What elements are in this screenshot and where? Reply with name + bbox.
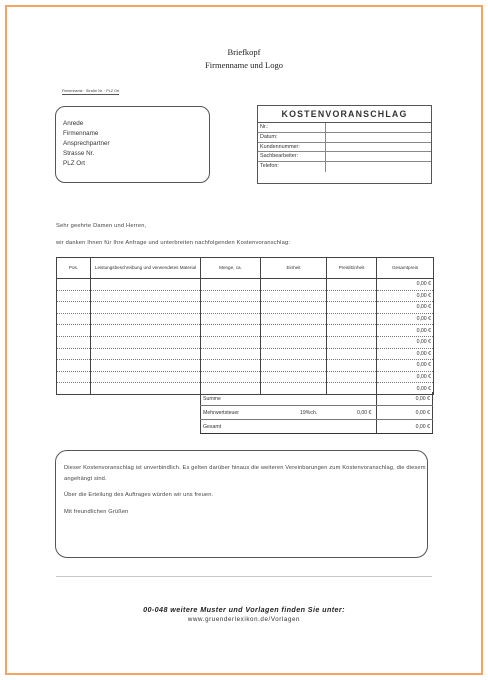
cell-unit[interactable] — [261, 325, 327, 337]
sum-value: 0,00 € — [376, 392, 433, 405]
cell-description[interactable] — [91, 371, 201, 383]
letterhead-line-1: Briefkopf — [227, 47, 261, 57]
cell-unit[interactable] — [261, 348, 327, 360]
cell-pos[interactable] — [57, 313, 91, 325]
quote-field-customer-number — [258, 143, 431, 153]
table-row — [57, 371, 434, 383]
cell-quantity[interactable] — [201, 360, 261, 372]
cell-total: 0,00 € — [377, 360, 434, 372]
cell-pos[interactable] — [57, 290, 91, 302]
cell-quantity[interactable] — [201, 290, 261, 302]
header-unit: Einheit — [261, 258, 327, 279]
tax-rate: 19%ch. — [300, 410, 318, 416]
cell-quantity[interactable] — [201, 302, 261, 314]
footer-notice: 00-048 weitere Muster und Vorlagen finden Sie unter: — [143, 605, 345, 614]
tax-label: Mehrwertsteuer — [203, 410, 240, 416]
quote-title: KOSTENVORANSCHLAG — [258, 106, 431, 123]
cell-total: 0,00 € — [377, 348, 434, 360]
cell-unit-price[interactable] — [327, 360, 377, 372]
cell-quantity[interactable] — [201, 313, 261, 325]
table-row — [57, 302, 434, 314]
cell-unit-price[interactable] — [327, 279, 377, 291]
cell-total: 0,00 € — [377, 371, 434, 383]
tax-value: 0,00 € — [376, 406, 433, 419]
cell-unit[interactable] — [261, 371, 327, 383]
header-description: Leistungsbeschreibung und verwendetes Material — [91, 258, 201, 279]
header-position: Pos. — [57, 258, 91, 279]
closing-paragraph-order: Über die Erteilung des Auftrages würden wir uns freuen. — [64, 492, 214, 498]
cell-pos[interactable] — [57, 383, 91, 395]
cell-unit-price[interactable] — [327, 348, 377, 360]
table-header-row — [57, 258, 434, 279]
items-table — [56, 257, 434, 395]
header-total: Gesamtpreis — [377, 258, 434, 279]
sum-label: Summe — [200, 392, 376, 405]
table-row — [57, 279, 434, 291]
tax-row — [200, 406, 433, 420]
letterhead-line-2: Firmenname und Logo — [205, 60, 283, 70]
cell-unit[interactable] — [261, 313, 327, 325]
cell-pos[interactable] — [57, 325, 91, 337]
cell-quantity[interactable] — [201, 336, 261, 348]
cell-pos[interactable] — [57, 336, 91, 348]
sum-row — [200, 392, 433, 406]
cell-total: 0,00 € — [377, 383, 434, 395]
table-row — [57, 325, 434, 337]
quote-field-label: Datum: — [258, 133, 326, 142]
quote-field-label: Kundennummer: — [258, 143, 326, 152]
cell-unit-price[interactable] — [327, 336, 377, 348]
cell-description[interactable] — [91, 383, 201, 395]
closing-paragraph-terms: Dieser Kostenvoranschlag ist unverbindlich. Es gelten darüber hinaus die weiteren Vereinbarungen zum Kostenvoranschlag, die diesem angehängt sind. — [64, 465, 426, 482]
closing-text — [64, 463, 427, 523]
footer-link[interactable]: www.gruenderlexikon.de/Vorlagen — [187, 616, 301, 623]
cell-description[interactable] — [91, 336, 201, 348]
cell-pos[interactable] — [57, 348, 91, 360]
table-row — [57, 290, 434, 302]
cell-unit-price[interactable] — [327, 302, 377, 314]
cell-unit-price[interactable] — [327, 371, 377, 383]
cell-total: 0,00 € — [377, 302, 434, 314]
table-row — [57, 336, 434, 348]
recipient-address-box — [55, 106, 210, 183]
address-line-city: PLZ Ort — [63, 160, 86, 167]
cell-quantity[interactable] — [201, 325, 261, 337]
quote-info-box — [257, 105, 432, 184]
sender-line: Firmenname · Straße Nr. · PLZ Ort — [62, 89, 120, 93]
cell-description[interactable] — [91, 325, 201, 337]
quote-field-label: Nr.: — [258, 123, 326, 132]
header-unit-price: Preis/Einheit — [327, 258, 377, 279]
cell-unit[interactable] — [261, 336, 327, 348]
table-row — [57, 313, 434, 325]
total-row — [200, 420, 433, 434]
cell-total: 0,00 € — [377, 336, 434, 348]
footer-divider — [56, 576, 432, 577]
cell-total: 0,00 € — [377, 290, 434, 302]
cell-unit[interactable] — [261, 302, 327, 314]
recipient-address — [63, 119, 110, 169]
quote-field-date — [258, 133, 431, 143]
cell-unit[interactable] — [261, 290, 327, 302]
quote-field-clerk — [258, 152, 431, 162]
cell-description[interactable] — [91, 302, 201, 314]
cell-total: 0,00 € — [377, 325, 434, 337]
closing-paragraph-regards: Mit freundlichen Grüßen — [64, 508, 129, 515]
cell-unit-price[interactable] — [327, 325, 377, 337]
cell-description[interactable] — [91, 279, 201, 291]
total-label: Gesamt — [200, 420, 376, 433]
total-value: 0,00 € — [376, 420, 433, 433]
address-line-contact: Ansprechpartner — [63, 140, 110, 147]
cell-unit[interactable] — [261, 360, 327, 372]
header-quantity: Menge, ca. — [201, 258, 261, 279]
cell-unit-price[interactable] — [327, 313, 377, 325]
cell-pos[interactable] — [57, 302, 91, 314]
cell-unit-price[interactable] — [327, 290, 377, 302]
quote-field-label: Sachbearbeiter: — [258, 152, 326, 161]
tax-label-cell — [200, 406, 376, 419]
cell-pos[interactable] — [57, 371, 91, 383]
quote-field-label: Telefon: — [258, 162, 326, 172]
address-line-company: Firmenname — [63, 130, 99, 137]
cell-unit[interactable] — [261, 279, 327, 291]
address-line-salutation: Anrede — [63, 120, 84, 127]
table-row — [57, 348, 434, 360]
cell-quantity[interactable] — [201, 348, 261, 360]
cell-quantity[interactable] — [201, 279, 261, 291]
cell-total: 0,00 € — [377, 313, 434, 325]
cell-pos[interactable] — [57, 360, 91, 372]
quote-field-phone — [258, 162, 431, 172]
quote-field-number — [258, 123, 431, 133]
cell-description[interactable] — [91, 348, 201, 360]
cell-total: 0,00 € — [377, 279, 434, 291]
tax-base: 0,00 € — [357, 410, 372, 416]
cell-quantity[interactable] — [201, 371, 261, 383]
cell-description[interactable] — [91, 313, 201, 325]
table-row — [57, 360, 434, 372]
salutation-text: Sehr geehrte Damen und Herren, — [56, 223, 147, 229]
cell-pos[interactable] — [57, 279, 91, 291]
cell-description[interactable] — [91, 290, 201, 302]
address-line-street: Strasse Nr. — [63, 150, 95, 157]
cell-description[interactable] — [91, 360, 201, 372]
intro-text: wir danken Ihnen für Ihre Anfrage und unterbreiten nachfolgenden Kostenvoranschlag: — [56, 240, 291, 246]
closing-box — [55, 450, 428, 558]
